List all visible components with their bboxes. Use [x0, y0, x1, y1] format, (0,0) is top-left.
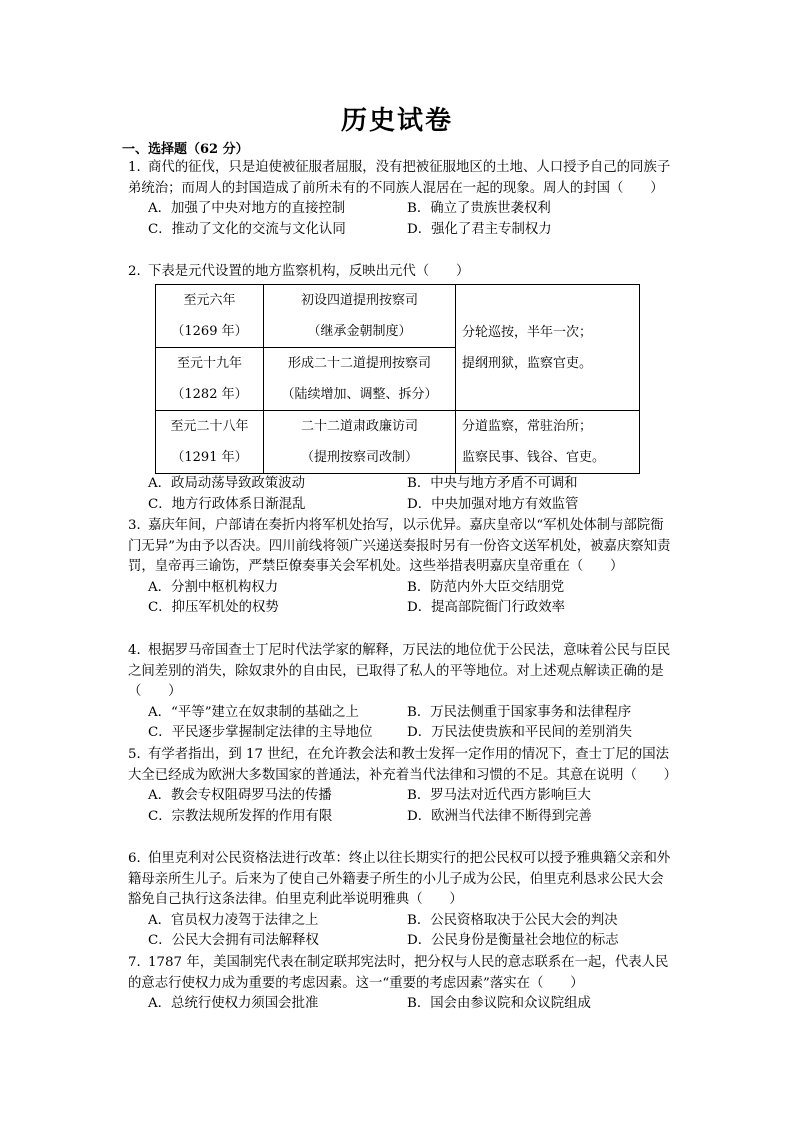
option-b[interactable]: B．万民法侧重于国家事务和法律程序: [407, 704, 632, 720]
question-stem: 6．伯里克利对公民资格法进行改革：终止以往长期实行的把公民权可以授予雅典籍父亲和外籍母亲所生儿子。后来为了使自己外籍妻子所生的小儿子成为公民，伯里克利恳求公民大会豁免自己执行这条法律。伯里克利此举说明雅典（ ）: [128, 851, 671, 908]
options: [128, 994, 676, 1015]
option-a[interactable]: A．“平等”建立在奴隶制的基础之上: [148, 704, 359, 720]
option-d[interactable]: D．欧洲当代法律不断得到完善: [407, 808, 592, 824]
option-c[interactable]: C．平民逐步掌握制定法律的主导地位: [148, 725, 373, 741]
question-stem: 2．下表是元代设置的地方监察机构，反映出元代（ ）: [128, 264, 470, 279]
question-7: [128, 953, 676, 1015]
question-2: [128, 262, 676, 283]
table-cell-year: 至元六年 （1269 年）: [156, 285, 264, 348]
option-d[interactable]: D．中央加强对地方有效监管: [407, 496, 579, 512]
options: [128, 703, 676, 744]
option-b[interactable]: B．罗马法对近代西方影响巨大: [407, 788, 591, 804]
option-a[interactable]: A．教会专权阻碍罗马法的传播: [148, 788, 332, 804]
option-c[interactable]: C．宗教法规所发挥的作用有限: [148, 808, 333, 824]
section-heading: 一、选择题（62 分）: [122, 142, 249, 157]
option-d[interactable]: D．提高部院衙门行政效率: [407, 600, 566, 616]
table-cell-desc: 分道监察，常驻治所； 监察民事、钱谷、官吏。: [456, 411, 640, 474]
question-stem: 3．嘉庆年间，户部请在奏折内将军机处抬写，以示优异。嘉庆皇帝以“军机处体制与部院衙门无异”为由予以否决。四川前线将领广兴递送奏报时另有一份咨文送军机处，被嘉庆察知责罚，皇帝再三谕饬，严禁臣僚奏事关会军机处。这些举措表明嘉庆皇帝重在（ ）: [128, 518, 671, 575]
option-d[interactable]: D．万民法使贵族和平民间的差别消失: [407, 725, 632, 741]
option-a[interactable]: A．总统行使权力须国会批准: [148, 996, 319, 1012]
option-a[interactable]: A．官员权力凌驾于法律之上: [148, 912, 319, 928]
question-1: [128, 158, 676, 240]
option-b[interactable]: B．中央与地方矛盾不可调和: [407, 476, 578, 491]
question-stem: 5．有学者指出，到 17 世纪，在允许教会法和教士发挥一定作用的情况下，查士丁尼的国法大全已经成为欧洲大多数国家的普通法，补充着当代法律和习惯的不足。其意在说明（ ）: [128, 747, 678, 783]
option-d[interactable]: D．强化了君主专制权力: [407, 221, 552, 237]
table-cell-year: 至元二十八年 （1291 年）: [156, 411, 264, 474]
options: [128, 474, 676, 515]
options: [128, 199, 676, 240]
question-2-options: [128, 474, 676, 515]
question-stem: 7．1787 年，美国制宪代表在制定联邦宪法时，把分权与人民的意志联系在一起，代表人民的意志行使权力成为重要的考虑因素。这一“重要的考虑因素”落实在（ ）: [128, 955, 669, 991]
table-row: [156, 285, 640, 348]
option-c[interactable]: C．推动了文化的交流与文化认同: [148, 221, 346, 237]
option-c[interactable]: C．公民大会拥有司法解释权: [148, 933, 319, 949]
table-cell-year: 至元十九年 （1282 年）: [156, 348, 264, 411]
option-b[interactable]: B．国会由参议院和众议院组成: [407, 996, 591, 1012]
table-cell-event: 形成二十二道提刑按察司 （陆续增加、调整、拆分）: [264, 348, 456, 411]
question-5: [128, 745, 676, 827]
table-cell-event: 初设四道提刑按察司 （继承金朝制度）: [264, 285, 456, 348]
option-c[interactable]: C．抑压军机处的权势: [148, 600, 279, 616]
option-a[interactable]: A．加强了中央对地方的直接控制: [148, 201, 346, 217]
table-row: [156, 411, 640, 474]
option-c[interactable]: C．地方行政体系日渐混乱: [148, 496, 306, 512]
question-3: [128, 516, 676, 619]
option-b[interactable]: B．防范内外大臣交结朋党: [407, 579, 565, 595]
supervision-table: [155, 284, 640, 474]
options: [128, 786, 676, 827]
question-stem: 1．商代的征伐，只是迫使被征服者屈服，没有把被征服地区的土地、人口授予自己的同族子弟统治；而周人的封国造成了前所未有的不同族人混居在一起的现象。周人的封国（ ）: [128, 160, 671, 196]
question-stem: 4．根据罗马帝国查士丁尼时代法学家的解释，万民法的地位优于公民法，意味着公民与臣民之间差别的消失，除奴隶外的自由民，已取得了私人的平等地位。对上述观点解读正确的是（ ）: [128, 643, 671, 700]
table-cell-event: 二十二道肃政廉访司 （提刑按察司改制）: [264, 411, 456, 474]
option-d[interactable]: D．公民身份是衡量社会地位的标志: [407, 933, 619, 949]
question-6: [128, 849, 676, 952]
options: [128, 578, 676, 619]
options: [128, 911, 676, 952]
option-b[interactable]: B．公民资格取决于公民大会的判决: [407, 912, 618, 928]
question-4: [128, 641, 676, 744]
option-a[interactable]: A．分割中枢机构权力: [148, 579, 279, 595]
option-a[interactable]: A．政局动荡导致政策波动: [148, 476, 305, 491]
page-title: 历史试卷: [340, 106, 453, 136]
table-cell-desc: 分轮巡按，半年一次； 提纲刑狱，监察官吏。: [456, 285, 640, 411]
option-b[interactable]: B．确立了贵族世袭权利: [407, 201, 551, 217]
